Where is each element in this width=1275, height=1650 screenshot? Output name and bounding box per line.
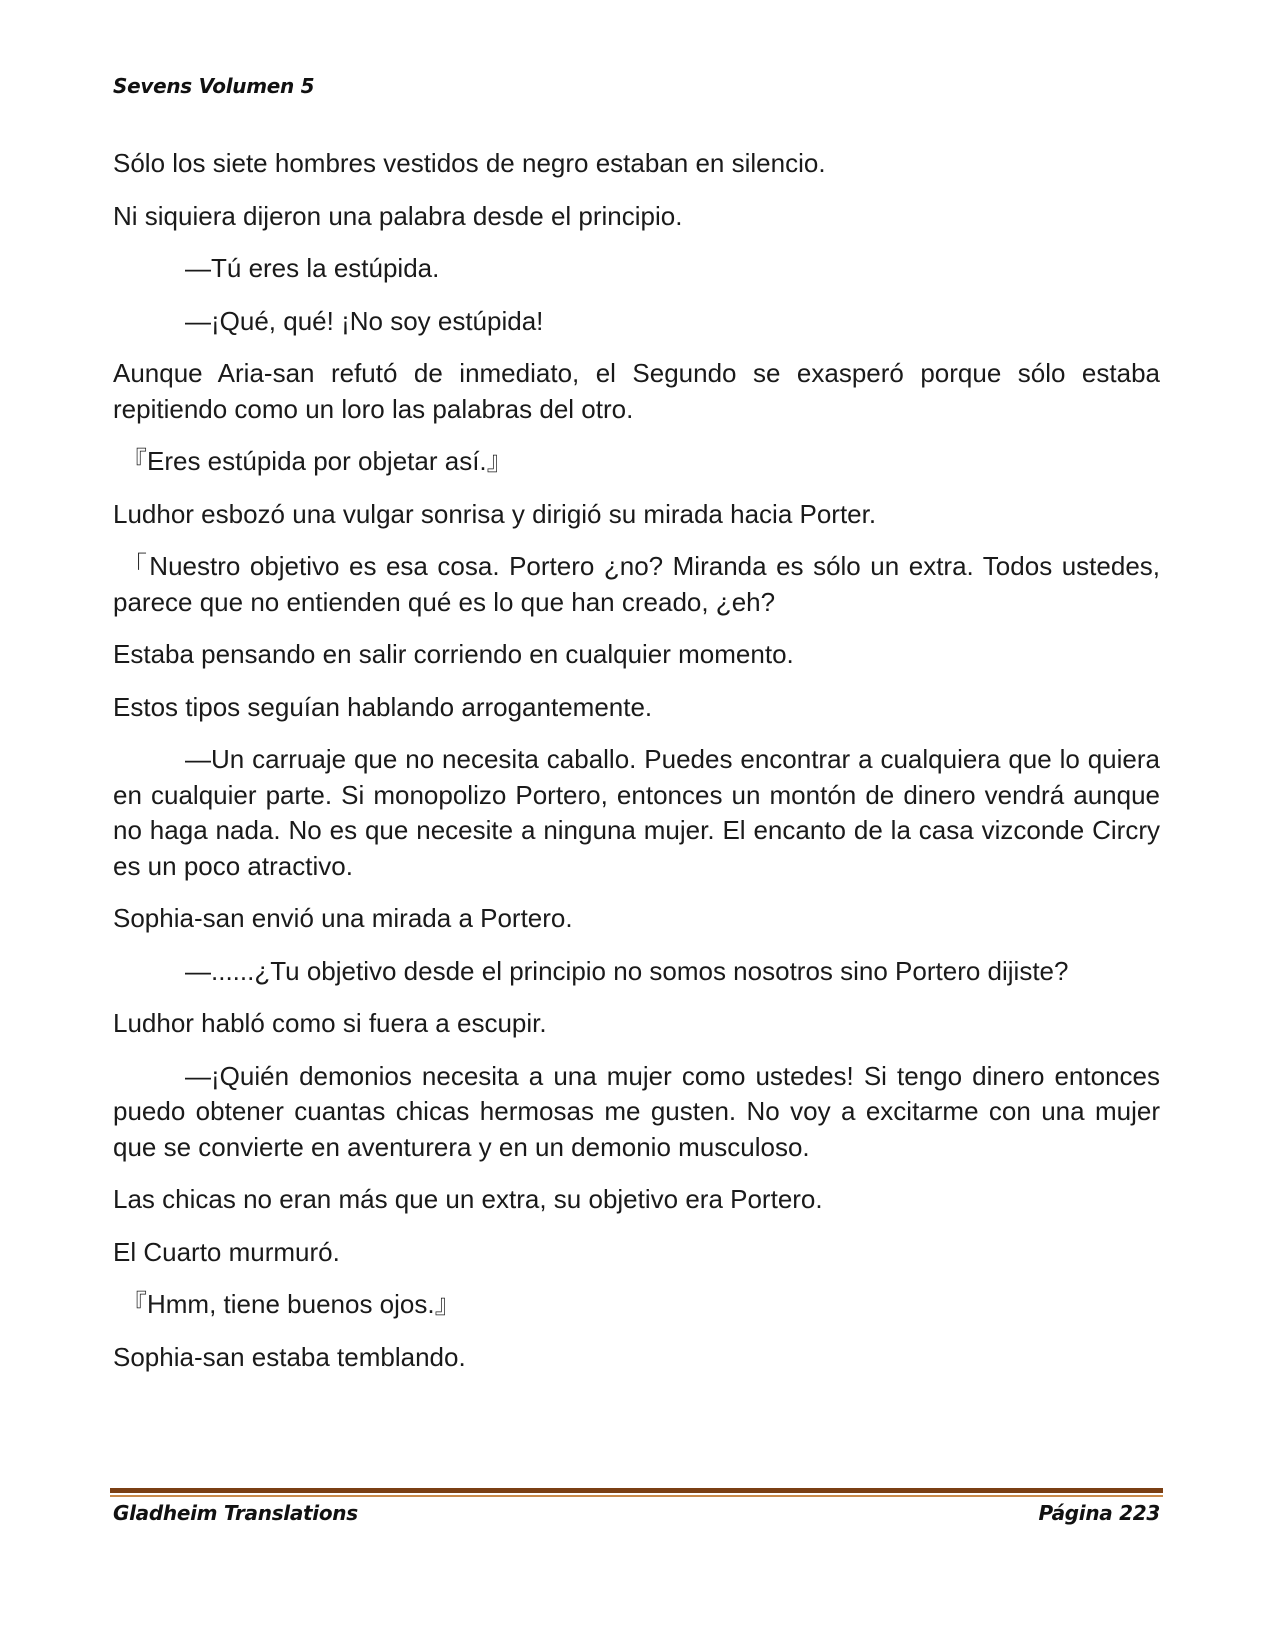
paragraph: Sólo los siete hombres vestidos de negro estaban en silencio. — [113, 148, 826, 178]
bracket-line: 「Nuestro objetivo es esa cosa. Portero ¿no? Miranda es sólo un extra. Todos ustedes, parece que no entienden qué es lo que han creado, ¿eh? — [113, 551, 1160, 617]
document-page — [113, 0, 1160, 1650]
footer-divider-thick — [110, 1488, 1163, 1493]
paragraph: Estaba pensando en salir corriendo en cualquier momento. — [113, 639, 794, 669]
paragraph: El Cuarto murmuró. — [113, 1236, 340, 1267]
dialogue-line: —Un carruaje que no necesita caballo. Puedes encontrar a cualquiera que lo quiera en cualquier parte. Si monopolizo Portero, entonces un montón de dinero vendrá aunque no haga nada. No es que necesite a ninguna mujer. El encanto de la casa vizconde Circry es un poco atractivo. — [113, 744, 1160, 881]
footer-divider-thin — [110, 1495, 1163, 1497]
paragraph: Aunque Aria-san refutó de inmediato, el Segundo se exasperó porque sólo estaba repitiendo como un loro las palabras del otro. — [113, 358, 1160, 424]
paragraph: Ni siquiera dijeron una palabra desde el principio. — [113, 200, 683, 231]
paragraph: Sophia-san estaba temblando. — [113, 1341, 466, 1372]
dialogue-line: —Tú eres la estúpida. — [185, 253, 440, 283]
dialogue-line: —¡Qué, qué! ¡No soy estúpida! — [185, 305, 544, 336]
running-header: Sevens Volumen 5 — [113, 74, 315, 98]
bracket-line: 『Eres estúpida por objetar así.』 — [121, 446, 513, 476]
paragraph: Ludhor esbozó una vulgar sonrisa y dirigió su mirada hacia Porter. — [113, 498, 877, 529]
footer-publisher: Gladheim Translations — [113, 1501, 358, 1525]
footer-page-number: Página 223 — [1038, 1501, 1160, 1525]
dialogue-line: —......¿Tu objetivo desde el principio no somos nosotros sino Portero dijiste? — [185, 955, 1069, 986]
bracket-line: 『Hmm, tiene buenos ojos.』 — [121, 1289, 461, 1319]
body-text — [113, 146, 1160, 1392]
dialogue-line: —¡Quién demonios necesita a una mujer como ustedes! Si tengo dinero entonces puedo obtener cuantas chicas hermosas me gusten. No voy a excitarme con una mujer que se convierte en aventurera y en un demonio musculoso. — [113, 1060, 1160, 1162]
paragraph: Sophia-san envió una mirada a Portero. — [113, 903, 573, 933]
paragraph: Las chicas no eran más que un extra, su objetivo era Portero. — [113, 1184, 823, 1214]
paragraph: Ludhor habló como si fuera a escupir. — [113, 1008, 547, 1038]
footer-divider — [110, 1488, 1163, 1497]
paragraph: Estos tipos seguían hablando arrogantemente. — [113, 691, 653, 722]
